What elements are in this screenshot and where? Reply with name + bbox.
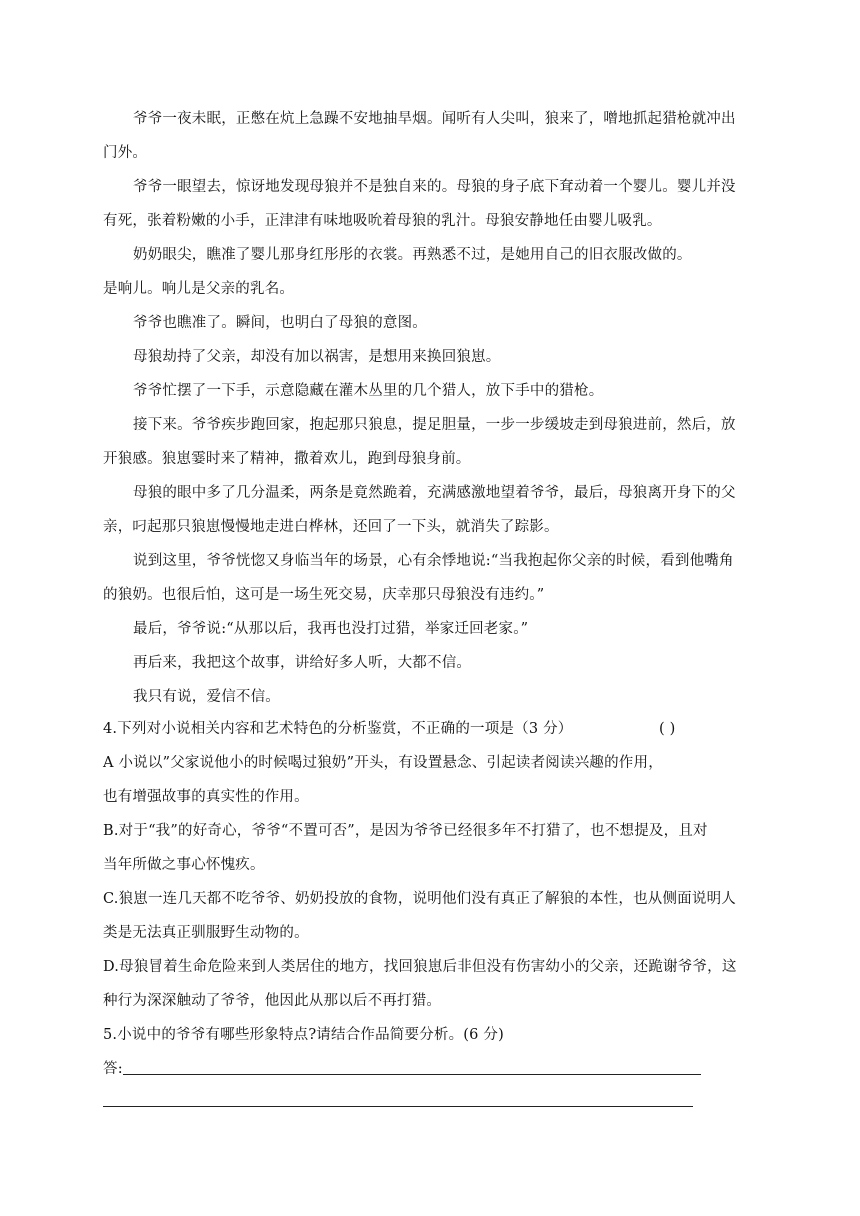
story-paragraph-2-line-1: 爷爷一眼望去，惊讶地发现母狼并不是独自来的。母狼的身子底下耷动着一个婴儿。婴儿并没 <box>133 179 736 195</box>
story-paragraph-1-line-2: 门外。 <box>103 145 148 161</box>
story-paragraph-9-line-1: 说到这里，爷爷恍惚又身临当年的场景，心有余悸地说:“当我抱起你父亲的时候，看到他嘴角 <box>133 553 734 569</box>
answer-line-2[interactable] <box>103 1106 693 1107</box>
story-paragraph-7-line-1: 接下来。爷爷疾步跑回家，抱起那只狼息，提足胆量，一步一步缓坡走到母狼进前，然后，放 <box>133 417 736 433</box>
option-b-line-1: B.对于“我”的好奇心，爷爷“不置可否”，是因为爷爷已经很多年不打猎了，也不想提及，且对 <box>103 823 708 839</box>
option-d-line-1: D.母狼冒着生命危险来到人类居住的地方，找回狼崽后非但没有伤害幼小的父亲，还跪谢爷爷，这 <box>103 959 737 975</box>
option-c-line-1: C.狼崽一连几天都不吃爷爷、奶奶投放的食物，说明他们没有真正了解狼的本性，也从侧面说明人 <box>103 891 736 907</box>
option-c-line-2: 类是无法真正驯服野生动物的。 <box>103 925 309 941</box>
story-paragraph-8-line-1: 母狼的眼中多了几分温柔，两条是竟然跪着，充满感激地望着爷爷，最后，母狼离开身下的父 <box>133 485 736 501</box>
option-b-line-2: 当年所做之事心怀愧疚。 <box>103 857 265 873</box>
answer-label: 答: <box>103 1061 123 1077</box>
question-5-stem: 5.小说中的爷爷有哪些形象特点?请结合作品简要分析。(6 分) <box>103 1027 504 1043</box>
story-paragraph-4: 爷爷也瞧准了。瞬间，也明白了母狼的意图。 <box>133 315 427 331</box>
story-paragraph-3-line-1: 奶奶眼尖，瞧准了婴儿那身红彤彤的衣裳。再熟悉不过，是她用自己的旧衣服改做的。 <box>133 247 692 263</box>
story-paragraph-1-line-1: 爷爷一夜未眠，正憋在炕上急躁不安地抽旱烟。闻听有人尖叫，狼来了，噌地抓起猎枪就冲出 <box>133 111 736 127</box>
story-paragraph-10: 最后，爷爷说:“从那以后，我再也没打过猎，举家迁回老家。” <box>133 621 529 637</box>
story-paragraph-9-line-2: 的狼奶。也很后怕，这可是一场生死交易，庆幸那只母狼没有违约。” <box>103 587 545 603</box>
question-4-stem: 4.下列对小说相关内容和艺术特色的分析鉴赏，不正确的一项是（3 分） <box>103 721 573 737</box>
story-paragraph-12: 我只有说，爱信不信。 <box>133 689 280 705</box>
story-paragraph-5: 母狼劫持了父亲，却没有加以祸害，是想用来换回狼崽。 <box>133 349 501 365</box>
option-a-line-1: A 小说以”父家说他小的时候喝过狼奶”开头，有设置悬念、引起读者阅读兴趣的作用， <box>103 755 663 771</box>
story-paragraph-6: 爷爷忙摆了一下手，示意隐藏在灌木丛里的几个猎人，放下手中的猎枪。 <box>133 383 604 399</box>
story-paragraph-3-line-2: 是响儿。响儿是父亲的乳名。 <box>103 281 295 297</box>
story-paragraph-11: 再后来，我把这个故事，讲给好多人听，大都不信。 <box>133 655 472 671</box>
option-a-line-2: 也有增强故事的真实性的作用。 <box>103 789 309 805</box>
story-paragraph-7-line-2: 开狼感。狼崽霎时来了精神，撒着欢儿，跑到母狼身前。 <box>103 451 471 467</box>
answer-line-1[interactable] <box>123 1074 701 1075</box>
option-d-line-2: 种行为深深触动了爷爷，他因此从那以后不再打猎。 <box>103 993 442 1009</box>
question-4-answer-paren: ( ) <box>659 721 676 737</box>
story-paragraph-2-line-2: 有死，张着粉嫩的小手，正津津有味地吸吮着母狼的乳汁。母狼安静地任由婴儿吸乳。 <box>103 213 662 229</box>
story-paragraph-8-line-2: 亲，叼起那只狼崽慢慢地走进白桦林，还回了一下头，就消失了踪影。 <box>103 519 559 535</box>
